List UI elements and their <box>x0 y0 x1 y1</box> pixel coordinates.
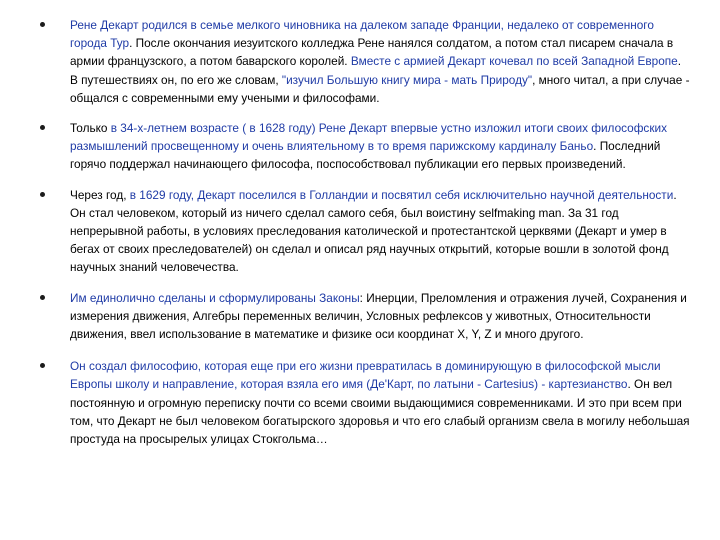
text-segment: Он создал философию, которая еще при его жизни превратилась в доминирующую в философской мысли Европы школу и направление, которая взяла его имя (Де'Карт, по латыни - Cartesius) - картезианство <box>70 359 661 392</box>
bullet-item-1 <box>36 16 690 107</box>
text-segment: : Инерции, Преломления и отражения лучей, Сохранения и измерения движения, Алгебры переменных величин, Условных рефлексов у животных, Относительности движения, ввел использование в математике и физике оси координат X, Y, Z и много другого. <box>70 290 687 342</box>
bullet-dot-icon <box>40 295 45 300</box>
text-segment: "изучил Большую книгу мира - мать Природу" <box>281 72 533 87</box>
text-segment: Вместе с армией Декарт кочевал по всей Западной Европе <box>350 54 678 69</box>
text-segment: Через год, <box>70 187 130 202</box>
bullet-item-3 <box>36 186 690 277</box>
text-segment: . Он вел постоянную и огромную переписку почти со всеми своими выдающимися современниками. И это при всем при том, что Декарт не был человеком богатырского здоровья и что его слабый организм свела в могилу небольшая простуда на просырелых улицах Стокгольма… <box>70 377 690 447</box>
bullet-item-5 <box>36 357 690 448</box>
text-segment: . Последний горячо поддержал начинающего философа, поспособствовал публикации его первых произведений. <box>70 139 661 172</box>
text-segment: . После окончания иезуитского колледжа Рене нанялся солдатом, а потом стал писарем сначала в армии французского, а потом баварского королей. <box>70 36 674 69</box>
bullet-item-4 <box>36 289 690 344</box>
text-segment: . Он стал человеком, который из ничего сделал самого себя, был воистину selfmaking man. За 31 год непрерывной работы, в условиях преследования католической и протестантской церквями (Декарт и умер в бегах от своих преследователей) он сделал и описал ряд научных открытий, которые вошли в золотой фонд научных знаний человечества. <box>70 187 677 275</box>
text-segment: Только <box>70 121 111 136</box>
text-segment: Рене Декарт родился в семье мелкого чиновника на далеком западе Франции, недалеко от современного города Тур <box>70 18 654 51</box>
bullet-dot-icon <box>40 125 45 130</box>
bullet-item-2 <box>36 119 690 174</box>
text-segment: Им единолично сделаны и сформулированы Законы <box>70 290 360 305</box>
bullet-list <box>36 16 690 460</box>
text-segment: . В путешествиях он, по его же словам, <box>70 54 682 87</box>
bullet-dot-icon <box>40 192 45 197</box>
text-segment: в 34-х-летнем возрасте ( в 1628 году) Рене Декарт впервые устно изложил итоги своих философских размышлений просвещенному и очень влиятельному в то время парижскому кардиналу Баньо <box>70 121 667 154</box>
bullet-dot-icon <box>40 363 45 368</box>
bullet-dot-icon <box>40 22 45 27</box>
text-segment: , много читал, а при случае - общался с современными ему учеными и философами. <box>70 72 690 105</box>
text-segment: в 1629 году, Декарт поселился в Голландии и посвятил себя исключительно научной деятельности <box>129 187 674 202</box>
